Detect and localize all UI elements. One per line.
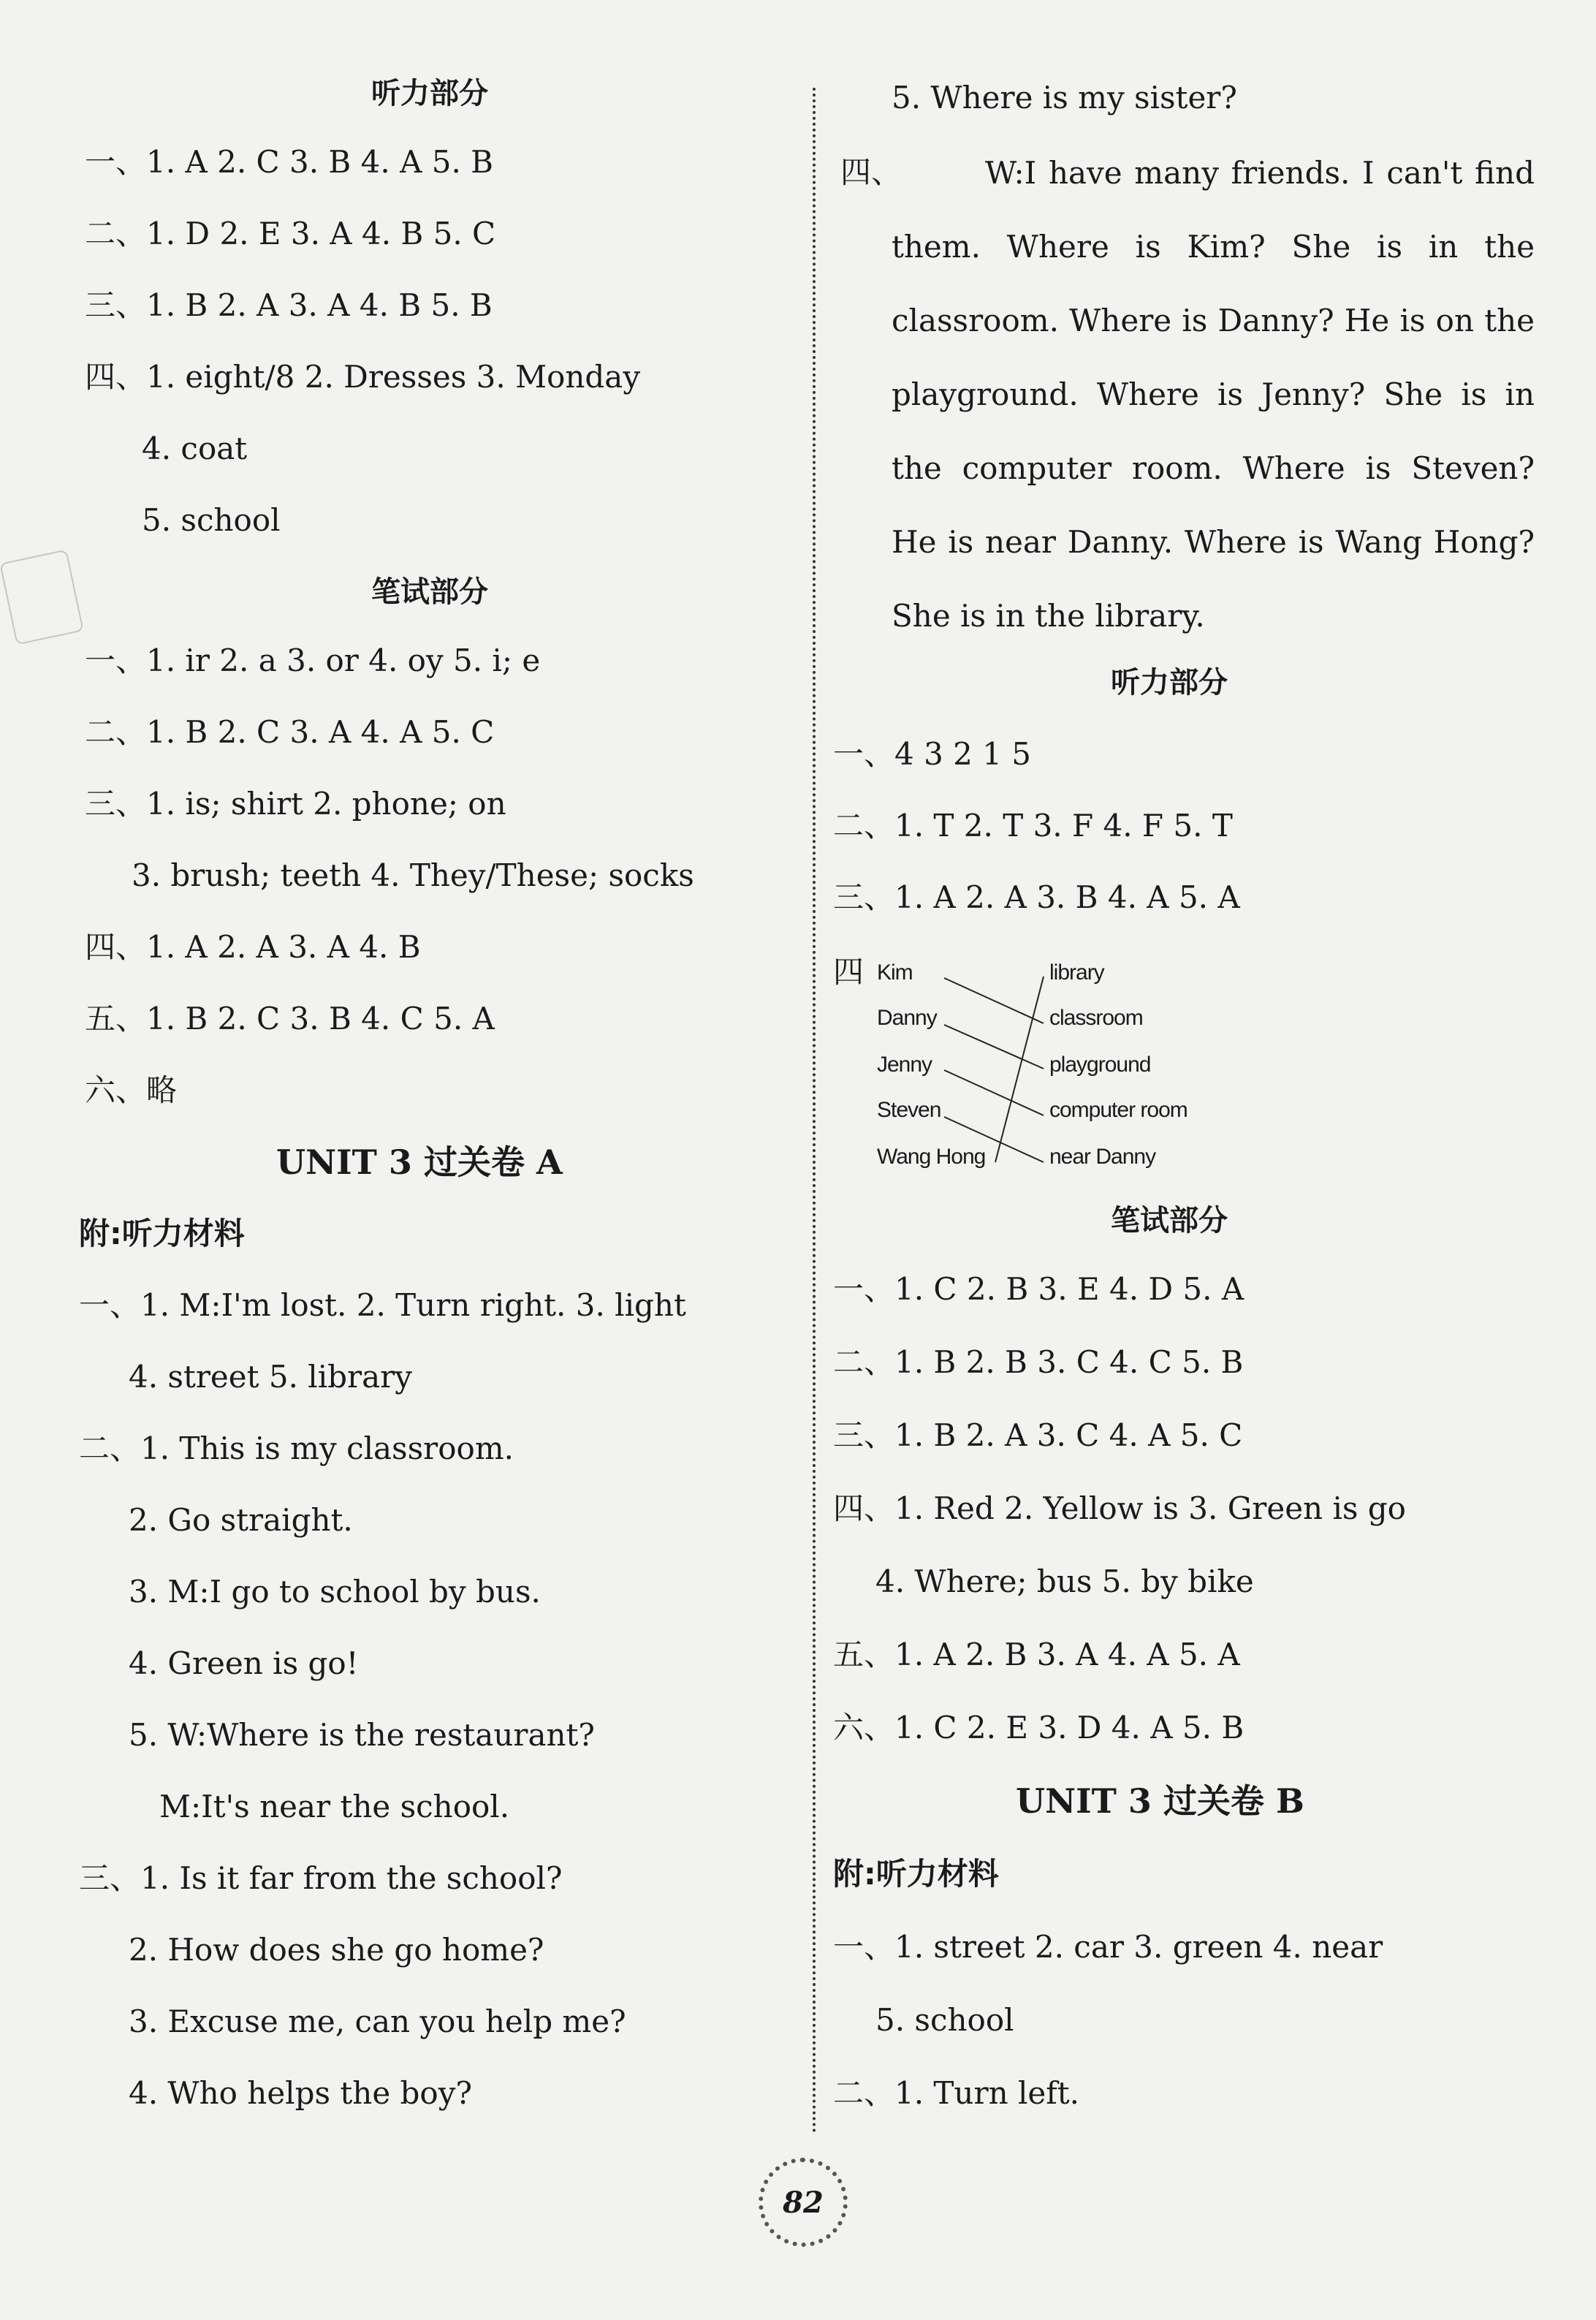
material-line: M:It's near the school. bbox=[159, 1789, 510, 1824]
match-right-label: classroom bbox=[1049, 1006, 1143, 1030]
unit-title: UNIT 3 过关卷 A bbox=[276, 1142, 563, 1182]
answer-line: 三、1. is; shirt 2. phone; on bbox=[85, 786, 506, 822]
material-line: 5. Where is my sister? bbox=[892, 80, 1237, 115]
writing-header: 笔试部分 bbox=[1111, 1204, 1228, 1237]
answer-line: 三、1. B 2. A 3. C 4. A 5. C bbox=[833, 1417, 1243, 1453]
page-number: 82 bbox=[783, 2185, 824, 2220]
match-right-column bbox=[1049, 960, 1188, 1169]
match-right-label: computer room bbox=[1049, 1098, 1188, 1122]
section-label: 四 bbox=[833, 954, 864, 990]
match-right-label: playground bbox=[1049, 1053, 1151, 1077]
material-line: 5. W:Where is the restaurant? bbox=[129, 1717, 595, 1753]
answer-line: 五、1. B 2. C 3. B 4. C 5. A bbox=[85, 1001, 495, 1036]
match-right-label: near Danny bbox=[1049, 1145, 1156, 1169]
material-line: 4. street 5. library bbox=[129, 1359, 412, 1395]
match-right-label: library bbox=[1049, 960, 1104, 985]
answer-line: 四、1. A 2. A 3. A 4. B bbox=[85, 929, 421, 965]
match-left-label: Kim bbox=[877, 960, 913, 985]
answer-line: 一、1. ir 2. a 3. or 4. oy 5. i; e bbox=[85, 642, 541, 678]
answer-line: 一、1. A 2. C 3. B 4. A 5. B bbox=[85, 144, 494, 180]
answer-line: 5. school bbox=[142, 502, 281, 538]
watermark-stamp bbox=[0, 549, 84, 645]
material-line: 2. How does she go home? bbox=[129, 1932, 544, 1968]
answer-line: 一、4 3 2 1 5 bbox=[833, 736, 1032, 772]
page-number-badge bbox=[759, 2158, 848, 2247]
answer-line: 六、1. C 2. E 3. D 4. A 5. B bbox=[833, 1710, 1244, 1745]
answer-line: 六、略 bbox=[85, 1072, 178, 1108]
writing-header: 笔试部分 bbox=[371, 575, 488, 609]
material-line: 一、1. street 2. car 3. green 4. near bbox=[833, 1929, 1383, 1965]
material-line: 3. Excuse me, can you help me? bbox=[129, 2004, 626, 2039]
material-line: 3. M:I go to school by bus. bbox=[129, 1574, 541, 1610]
match-left-label: Steven bbox=[877, 1098, 941, 1122]
material-line: 二、1. Turn left. bbox=[833, 2075, 1080, 2111]
material-line: 4. Who helps the boy? bbox=[129, 2075, 472, 2111]
match-left-label: Wang Hong bbox=[877, 1145, 986, 1169]
listening-header: 听力部分 bbox=[1111, 666, 1228, 700]
attachment-heading: 附:听力材料 bbox=[79, 1216, 245, 1251]
listening-header: 听力部分 bbox=[371, 77, 488, 110]
matching-diagram bbox=[877, 958, 1213, 1199]
answer-line: 一、1. C 2. B 3. E 4. D 5. A bbox=[833, 1271, 1244, 1307]
match-left-label: Danny bbox=[877, 1006, 937, 1030]
answer-line: 4. coat bbox=[142, 431, 248, 466]
match-line bbox=[944, 1070, 1044, 1115]
answer-line: 3. brush; teeth 4. They/These; socks bbox=[132, 857, 694, 893]
section-label: 四、 bbox=[840, 154, 902, 190]
matching-lines bbox=[944, 977, 1044, 1162]
attachment-heading: 附:听力材料 bbox=[833, 1856, 999, 1892]
material-line: 二、1. This is my classroom. bbox=[79, 1430, 514, 1466]
material-line: 5. school bbox=[875, 2002, 1014, 2038]
answer-line: 三、1. A 2. A 3. B 4. A 5. A bbox=[833, 879, 1240, 915]
answer-line: 四、1. Red 2. Yellow is 3. Green is go bbox=[833, 1490, 1406, 1526]
answer-line: 三、1. B 2. A 3. A 4. B 5. B bbox=[85, 287, 493, 323]
material-line: 一、1. M:I'm lost. 2. Turn right. 3. light bbox=[79, 1287, 686, 1323]
answer-line: 4. Where; bus 5. by bike bbox=[875, 1563, 1254, 1599]
answer-line: 二、1. D 2. E 3. A 4. B 5. C bbox=[85, 216, 496, 251]
material-line: 三、1. Is it far from the school? bbox=[79, 1860, 563, 1896]
column-divider bbox=[813, 88, 816, 2134]
answer-line: 二、1. B 2. C 3. A 4. A 5. C bbox=[85, 714, 495, 750]
answer-line: 二、1. T 2. T 3. F 4. F 5. T bbox=[833, 808, 1233, 844]
unit-title: UNIT 3 过关卷 B bbox=[1016, 1781, 1304, 1821]
match-left-column bbox=[877, 960, 985, 1169]
answer-line: 四、1. eight/8 2. Dresses 3. Monday bbox=[85, 359, 641, 395]
match-left-label: Jenny bbox=[877, 1053, 932, 1077]
material-line: 4. Green is go! bbox=[129, 1645, 359, 1681]
match-line bbox=[944, 978, 1044, 1023]
listening-paragraph: W:I have many friends. I can't find them. Where is Kim? She is in the classroom. Where is Danny? He is on the playground. Where is Jenny? She is in the computer room. Where is Steven? He is near Danny. Where is Wang Hong? She is in the library. bbox=[892, 155, 1535, 634]
answer-line: 五、1. A 2. B 3. A 4. A 5. A bbox=[833, 1637, 1240, 1672]
answer-line: 二、1. B 2. B 3. C 4. C 5. B bbox=[833, 1344, 1244, 1380]
material-line: 2. Go straight. bbox=[129, 1502, 353, 1538]
